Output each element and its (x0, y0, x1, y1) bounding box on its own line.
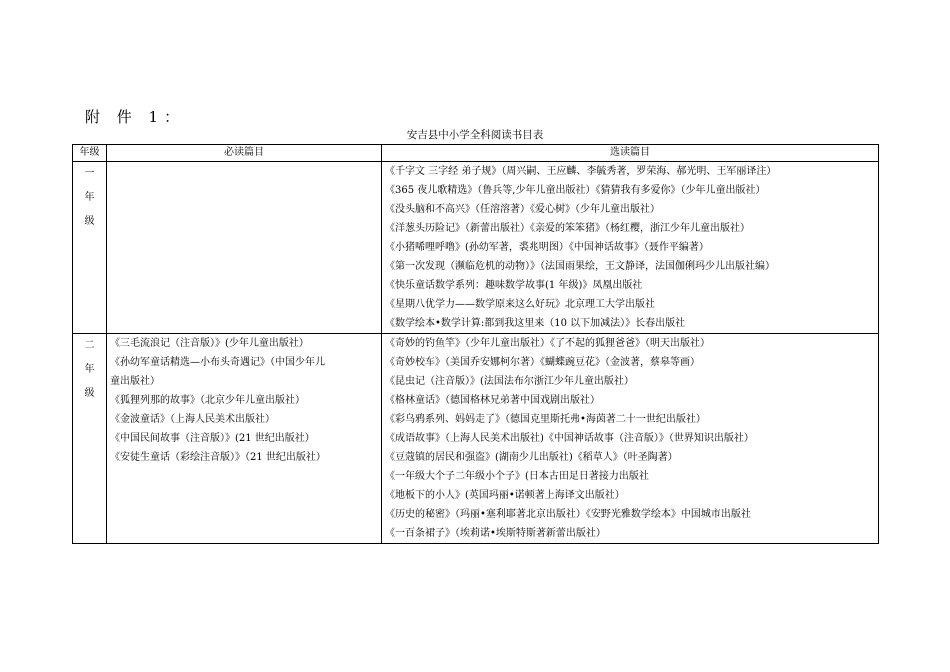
book-entry: 《成语故事》（上海人民美术出版社)《中国神话故事（注音版）》（世界知识出版社） (385, 433, 754, 444)
book-entry: 《一年级大个子二年级小个子》(日本古田足日著接力出版社 (385, 471, 649, 482)
book-entry: 《历史的秘密》（玛丽•塞利耶著北京出版社）《安野光雅数学绘本》中国城市出版社 (385, 509, 751, 520)
book-entry: 《格林童话》（德国格林兄弟著中国戏剧出版社） (385, 395, 600, 406)
grade-char: 级 (84, 216, 95, 227)
book-entry: 《数学绘本•数学计算:都到我这里来（10 以下加减法）》长春出版社 (385, 318, 686, 329)
book-entry: 《第一次发现（濒临危机的动物）》（法国雨果绘，王文静译，法国伽俐玛少儿出版社编） (385, 261, 775, 272)
grade-char: 二 (84, 340, 95, 351)
optional-books-cell (382, 162, 879, 334)
table-header-row (73, 145, 879, 162)
table-row-grade-1 (73, 162, 879, 334)
header-grade: 年级 (73, 145, 107, 162)
grade-char: 年 (84, 364, 95, 375)
grade-char: 级 (84, 388, 95, 399)
grade-cell (73, 334, 107, 544)
book-entry: 《快乐童话数学系列：趣味数学故事(1 年级)》凤凰出版社 (385, 280, 643, 291)
book-entry: 《彩乌鸦系列、妈妈走了》（德国克里斯托弗•海茵著二十一世纪出版社） (385, 414, 706, 425)
grade-char: 一 (84, 168, 95, 179)
book-entry: 《奇妙的钓鱼竿》（少年儿童出版社）《了不起的狐狸爸爸》（明天出版社） (385, 338, 710, 349)
table-title: 安吉县中小学全科阅读书目表 (406, 129, 544, 141)
book-entry: 《昆虫记（注音版）》(法国法布尔浙江少年儿童出版社） (385, 376, 634, 387)
table-row-grade-2 (73, 334, 879, 544)
book-entry: 《中国民间故事（注音版）》(21 世纪出版社） (110, 433, 315, 444)
annex-label: 附 件 1： (85, 108, 186, 126)
grade-char: 年 (84, 192, 95, 203)
optional-books-cell (382, 334, 879, 544)
book-entry: 童出版社） (110, 376, 160, 387)
book-entry: 《小猪唏哩呼噜》(孙幼军著，裘兆明图）《中国神话故事》（聂作平编著） (385, 242, 709, 253)
book-entry: 《豆蔻镇的居民和强盗》(湖南少儿出版社)《稻草人》（叶圣陶著） (385, 452, 678, 463)
book-entry: 《365 夜儿歌精选》（鲁兵等,少年儿童出版社）《猜猜我有多爱你》（少年儿童出版社） (385, 185, 766, 196)
header-optional: 选读篇目 (382, 145, 879, 162)
book-entry: 《一百条裙子》（埃莉诺•埃斯特斯著新蕾出版社） (385, 528, 606, 539)
book-entry: 《孙幼军童话精选—小布头奇遇记》（中国少年儿 (110, 357, 325, 368)
reading-list-table (72, 144, 879, 544)
book-entry: 《三毛流浪记（注音版）》(少年儿童出版社） (110, 338, 309, 349)
book-entry: 《千字文 三字经 弟子规》（周兴嗣、王应麟、李毓秀著，罗荣海、郝光明、王军丽译注） (385, 166, 777, 177)
book-entry: 《狐狸列那的故事》（北京少年儿童出版社） (110, 395, 305, 406)
grade-cell (73, 162, 107, 334)
book-entry: 《洋葱头历险记》（新蕾出版社）《亲爱的笨笨猪》（杨红樱，浙江少年儿童出版社） (385, 223, 750, 234)
book-entry: 《星期八优学力——数学原来这么好玩》北京理工大学出版社 (385, 299, 655, 310)
required-books-cell (107, 162, 382, 334)
book-entry: 《地板下的小人》(英国玛丽•诺顿著上海译文出版社） (385, 490, 625, 501)
book-entry: 《奇妙校车》（美国乔安娜柯尔著）《蝴蝶豌豆花》（金波著，蔡皋等画） (385, 357, 700, 368)
required-books-cell (107, 334, 382, 544)
book-entry: 《金波童话》（上海人民美术出版社） (110, 414, 275, 425)
book-entry: 《安徒生童话（彩绘注音版）》（21 世纪出版社） (110, 452, 326, 463)
book-entry: 《没头脑和不高兴》（任溶溶著）《爱心树》（少年儿童出版社） (385, 204, 660, 215)
header-required: 必读篇目 (107, 145, 382, 162)
